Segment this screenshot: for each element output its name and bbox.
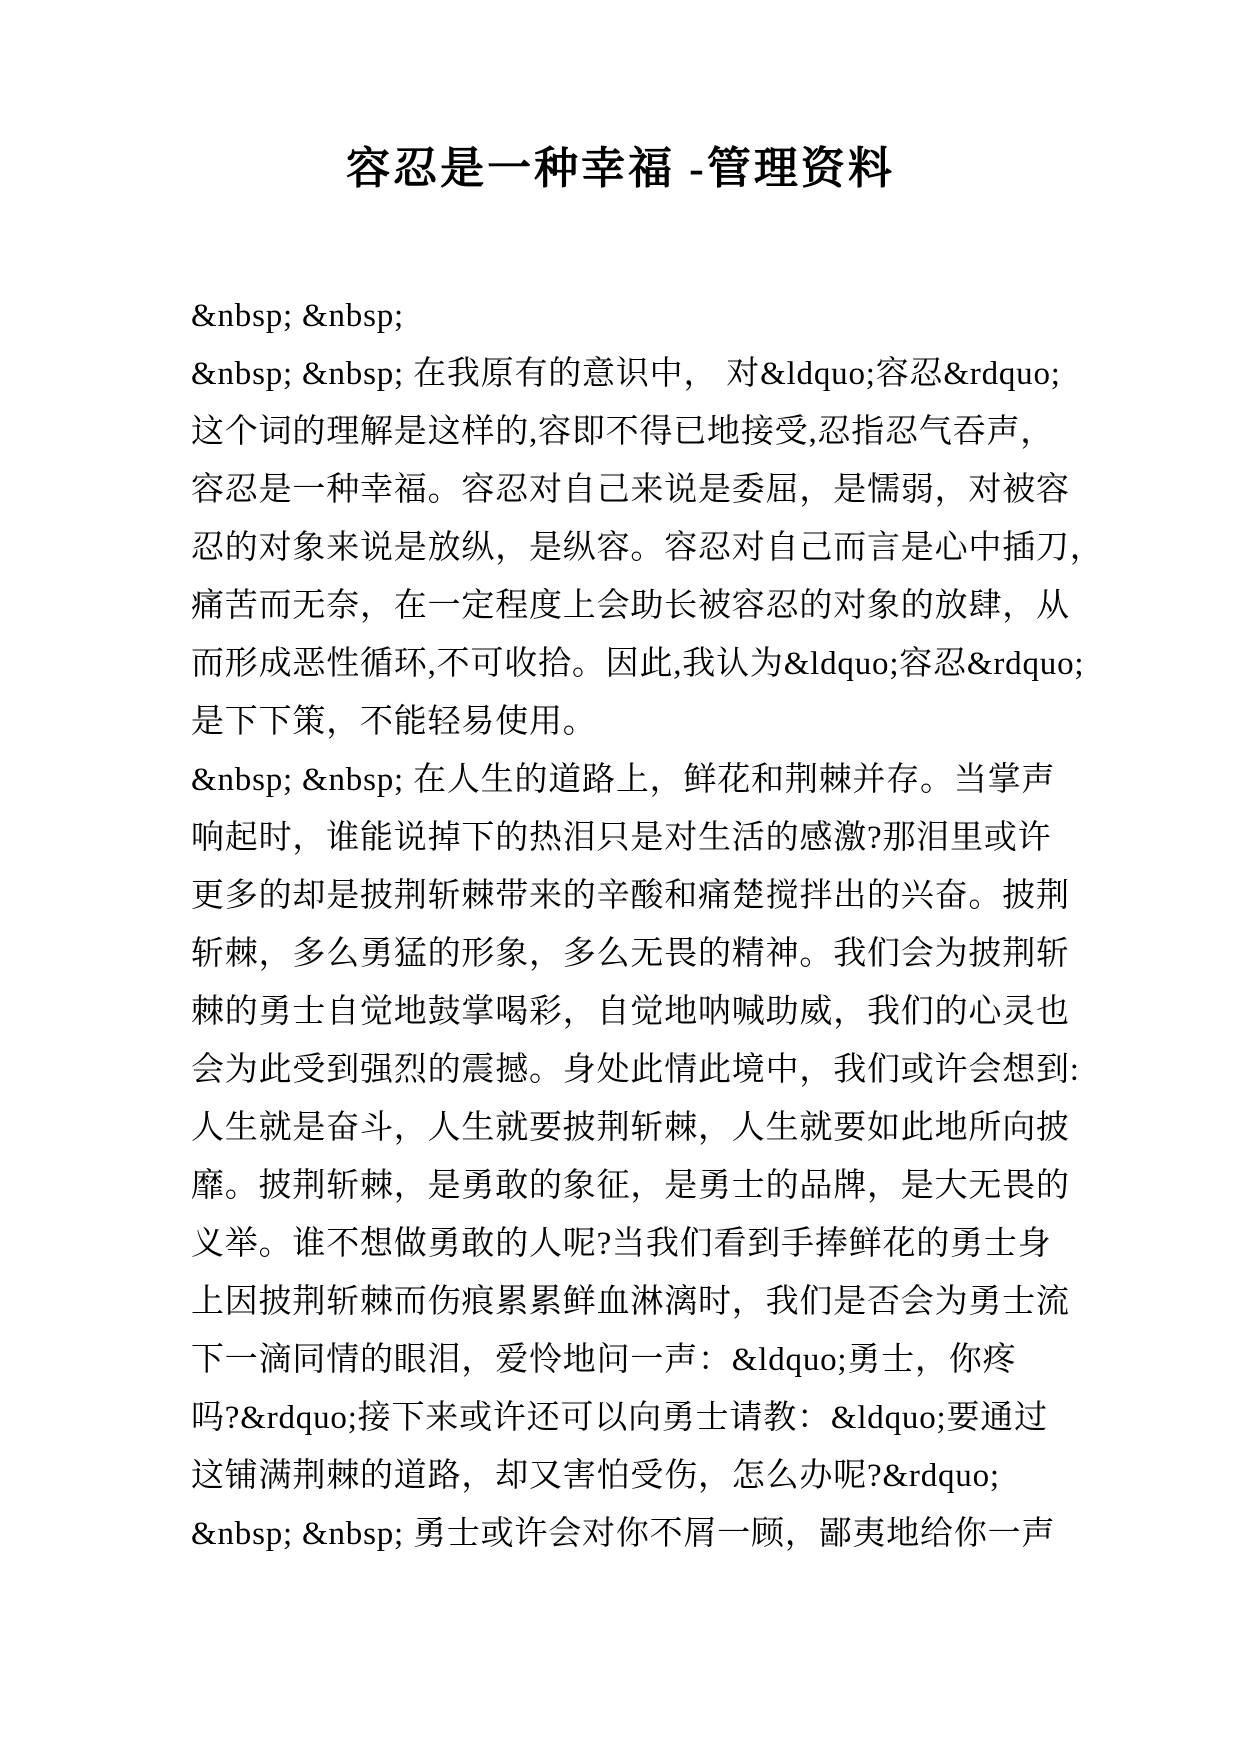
text-line: 这铺满荆棘的道路，却又害怕受伤，怎么办呢?&rdquo; [191,1458,1000,1494]
document-title: 容忍是一种幸福 -管理资料 [346,144,895,193]
text-line: 更多的却是披荆斩棘带来的辛酸和痛楚搅拌出的兴奋。披荆 [191,878,1070,914]
text-line: 这个词的理解是这样的,容即不得已地接受,忍指忍气吞声， [191,414,1055,450]
text-line: 忍的对象来说是放纵，是纵容。容忍对自己而言是心中插刀， [191,530,1104,566]
text-line: 痛苦而无奈，在一定程度上会助长被容忍的对象的放肆，从 [191,588,1070,624]
text-line: 靡。披荆斩棘，是勇敢的象征，是勇士的品牌，是大无畏的 [191,1168,1070,1204]
text-line: 会为此受到强烈的震撼。身处此情此境中，我们或许会想到: [191,1052,1080,1088]
text-line: &nbsp; &nbsp; 在我原有的意识中， 对&ldquo;容忍&rdquo; [191,356,1061,392]
text-line: 是下下策，不能轻易使用。 [191,704,597,740]
text-line: 响起时，谁能说掉下的热泪只是对生活的感激?那泪里或许 [191,820,1052,856]
text-line: 上因披荆斩棘而伤痕累累鲜血淋漓时，我们是否会为勇士流 [191,1284,1070,1320]
text-line: 人生就是奋斗，人生就要披荆斩棘，人生就要如此地所向披 [191,1110,1070,1146]
text-line: 棘的勇士自觉地鼓掌喝彩，自觉地呐喊助威，我们的心灵也 [191,994,1070,1030]
text-line: 下一滴同情的眼泪，爱怜地问一声：&ldquo;勇士，你疼 [191,1342,1017,1378]
text-line: &nbsp; &nbsp; [191,298,405,334]
text-line: 吗?&rdquo;接下来或许还可以向勇士请教：&ldquo;要通过 [191,1400,1048,1436]
text-line: 而形成恶性循环,不可收拾。因此,我认为&ldquo;容忍&rdquo; [191,646,1085,682]
text-line: &nbsp; &nbsp; 勇士或许会对你不屑一顾，鄙夷地给你一声 [191,1516,1056,1552]
text-line: 义举。谁不想做勇敢的人呢?当我们看到手捧鲜花的勇士身 [191,1226,1052,1262]
text-line: 容忍是一种幸福。容忍对自己来说是委屈，是懦弱，对被容 [191,472,1070,508]
document-body [191,287,1104,1563]
text-line: 斩棘，多么勇猛的形象，多么无畏的精神。我们会为披荆斩 [191,936,1070,972]
text-line: &nbsp; &nbsp; 在人生的道路上，鲜花和荆棘并存。当掌声 [191,762,1056,798]
